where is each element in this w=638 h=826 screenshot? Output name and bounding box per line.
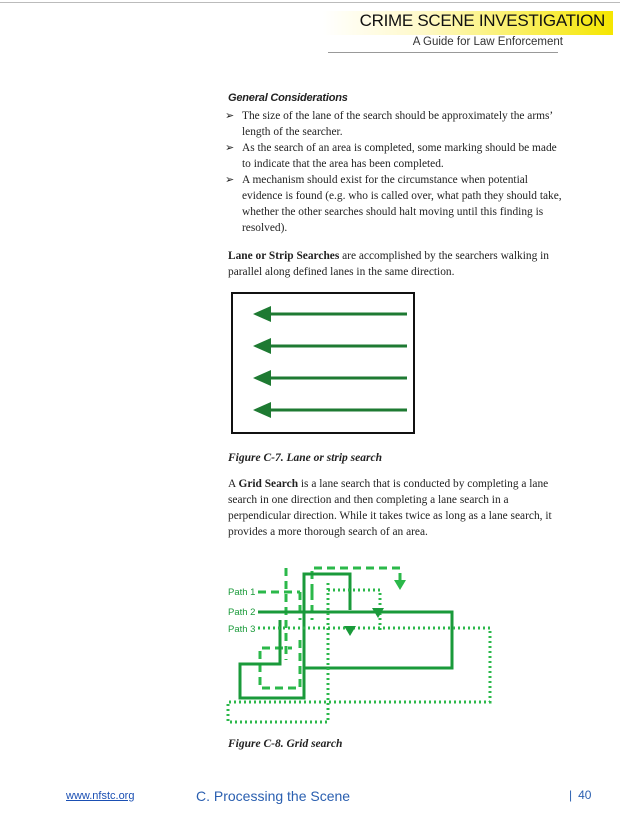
main-content bbox=[225, 90, 568, 280]
lane-search-diagram bbox=[233, 294, 413, 432]
header-title-banner bbox=[323, 11, 613, 35]
considerations-list bbox=[225, 108, 568, 236]
footer-separator: | bbox=[569, 788, 573, 802]
list-item: ➢ The size of the lane of the search should be approximately the arms’ length of the searcher. bbox=[225, 109, 553, 138]
section-title: General Considerations bbox=[228, 92, 348, 104]
lane-arrowhead-icon bbox=[253, 402, 271, 418]
path-2-label: Path 2 bbox=[228, 607, 256, 618]
list-item: ➢ As the search of an area is completed, some marking should be made to indicate that the area has been completed. bbox=[225, 141, 557, 170]
grid-search-paragraph: A Grid Search is a lane search that is conducted by completing a lane search in one direction and then completing a lane search in a perpendicular direction. While it takes twice as long as a lane search, it provides a more thorough search of an area. bbox=[228, 478, 552, 538]
figure-c8-caption: Figure C-8. Grid search bbox=[228, 738, 343, 750]
grid-search-figure bbox=[220, 560, 500, 730]
path-3-arrowhead-icon bbox=[344, 626, 356, 636]
header-rule bbox=[328, 52, 558, 53]
path-3-label: Path 3 bbox=[228, 624, 256, 635]
figure-c7-caption: Figure C-7. Lane or strip search bbox=[228, 452, 382, 464]
lane-arrowhead-icon bbox=[253, 370, 271, 386]
page-number: 40 bbox=[578, 788, 592, 802]
arrow-bullet-icon: ➢ bbox=[225, 109, 235, 122]
footer-page-number bbox=[569, 788, 591, 802]
grid-search-diagram bbox=[220, 560, 500, 730]
footer-section-title: C. Processing the Scene bbox=[196, 788, 351, 804]
path-1-label: Path 1 bbox=[228, 587, 256, 598]
header-subtitle: A Guide for Law Enforcement bbox=[412, 36, 563, 48]
header-top-rule bbox=[0, 2, 620, 3]
lane-search-figure bbox=[231, 292, 415, 434]
grid-search-term: Grid Search bbox=[238, 478, 299, 490]
list-item: ➢ A mechanism should exist for the circumstance when potential evidence is found (e.g. who is called over, what path they should take, whether the other searches should halt moving until this finding is resolved). bbox=[225, 173, 562, 234]
lane-search-paragraph: Lane or Strip Searches are accomplished by the searchers walking in parallel along defined lanes in the same direction. bbox=[228, 250, 549, 278]
path-1-arrowhead-icon bbox=[394, 580, 406, 590]
lane-search-term: Lane or Strip Searches bbox=[228, 250, 340, 262]
arrow-bullet-icon: ➢ bbox=[225, 173, 235, 186]
footer-website-link[interactable]: www.nfstc.org bbox=[66, 790, 135, 802]
header-title: CRIME SCENE INVESTIGATION bbox=[359, 11, 605, 30]
arrow-bullet-icon: ➢ bbox=[225, 141, 235, 154]
lane-arrowhead-icon bbox=[253, 306, 271, 322]
lane-arrowhead-icon bbox=[253, 338, 271, 354]
page-header bbox=[0, 0, 638, 62]
